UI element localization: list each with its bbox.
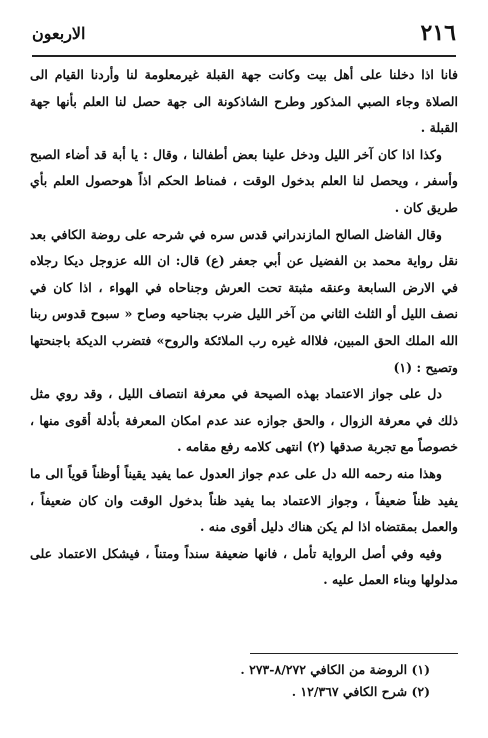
header-rule — [32, 55, 456, 57]
paragraph: وكذا اذا كان آخر الليل ودخل علينا بعض أطفالنا ، وقال : يا أبة قد أضاء الصبح وأسفر ، ويحصل لنا العلم بدخول الوقت ، فمناط الحكم اذاً هوحصول العلم بأي طريق كان . — [30, 146, 458, 215]
footnote: (٢) شرح الكافي ١٢/٣٦٧ . — [291, 684, 430, 699]
paragraph: وفيه وفي أصل الرواية تأمل ، فانها ضعيفة سنداً ومتناً ، فيشكل الاعتماد على مدلولها وبناء العمل عليه . — [30, 545, 458, 588]
page-header — [32, 18, 456, 48]
footnote-rule — [250, 653, 458, 654]
paragraph: فانا اذا دخلنا على أهل بيت وكانت جهة القبلة غيرمعلومة لنا وأردنا القيام الى الصلاة وجاء الصبي المذكور وطرح الشاذكونة الى جهة حصل لنا العلم بأنها جهة القبلة . — [30, 67, 458, 136]
main-text — [30, 62, 458, 594]
running-title: الاربعون — [32, 23, 86, 43]
paragraph: دل على جواز الاعتماد بهذه الصيحة في معرفة انتصاف الليل ، وقد روي مثل ذلك في معرفة الزوال ، والحق جوازه عند عدم امكان المعرفة بأدلة أقوى منها ، خصوصاً مع تجربة صدقها (٢) انتهى كلامه رفع مقامه . — [30, 386, 458, 455]
page-number: ٢١٦ — [420, 20, 456, 46]
footnotes — [30, 659, 458, 703]
paragraph: وهذا منه رحمه الله دل على عدم جواز العدول عما يفيد يقيناً أوظناً قوياً الى ما يفيد ظناً ضعيفاً ، وجواز الاعتماد بما يفيد ظناً بدخول الوقت وان كان ضعيفاً ، والعمل بمقتضاه اذا لم يكن هناك دليل أقوى منه . — [30, 465, 458, 535]
footnote: (١) الروضة من الكافي ٨/٢٧٢-٢٧٣ . — [240, 662, 430, 677]
paragraph: وقال الفاضل الصالح المازندراني قدس سره في شرحه على روضة الكافي بعد نقل رواية محمد بن الفضيل عن أبي جعفر (ع) قال: ان الله عزوجل ديكا رجلاه في الارض السابعة وعنقه مثبتة تحت العرش وجناحاه في الهواء ، اذا كان في نصف الليل أو الثلث الثاني من آخر الليل ضرب بجناحيه وصاح « سبوح قدوس ربنا الله الملك الحق المبين، فلااله غيره رب الملائكة والروح» فتضرب الديكة باجنحتها وتصيح : (١) — [30, 226, 458, 375]
